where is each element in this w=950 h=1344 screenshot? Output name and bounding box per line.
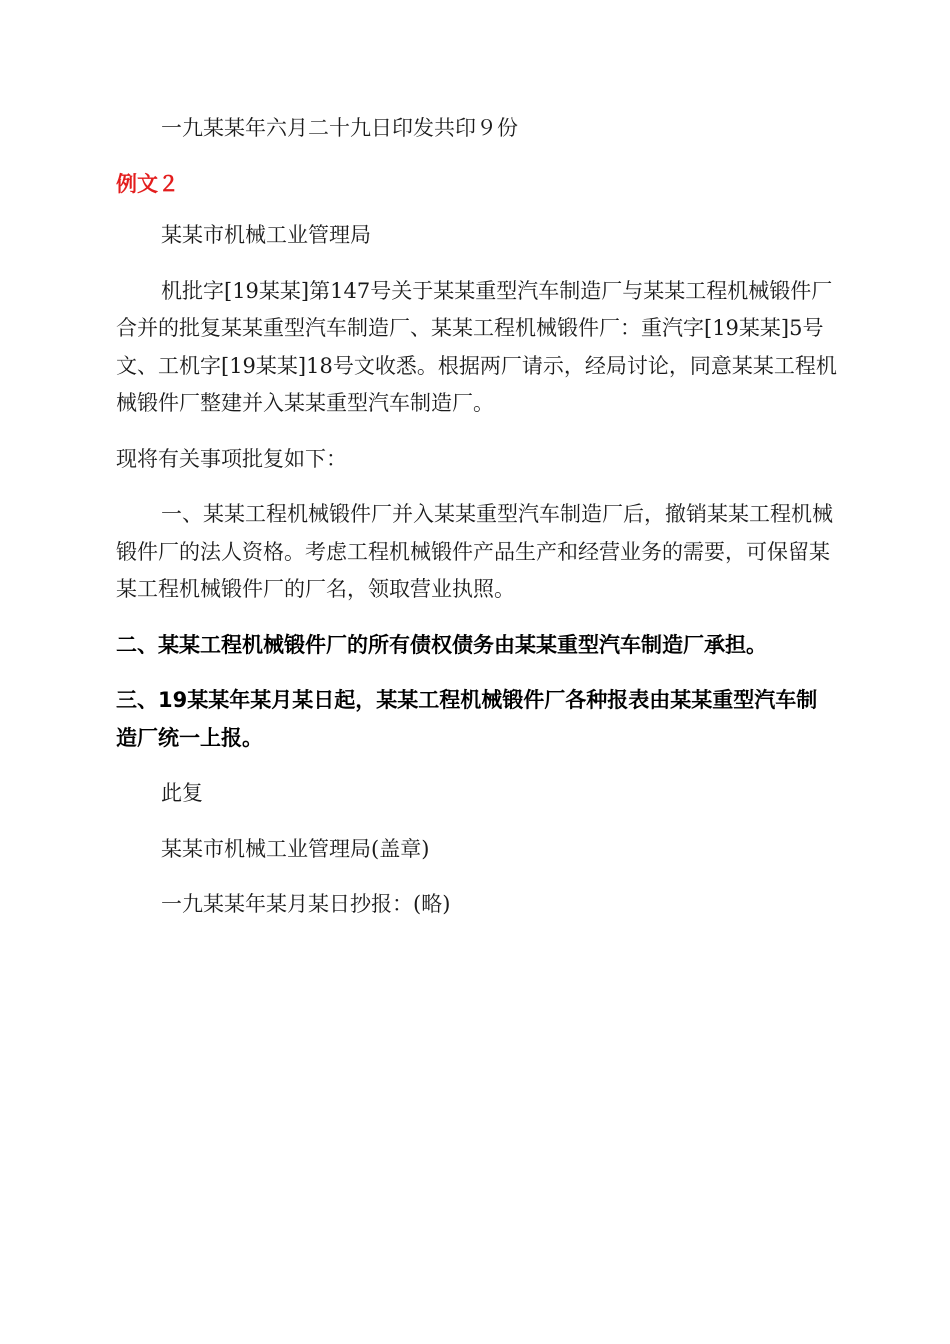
intro-line: 现将有关事项批复如下： (116, 446, 347, 471)
signature-line: 某某市机械工业管理局(盖章) (161, 836, 430, 861)
item-two: 二、某某工程机械锻件厂的所有债权债务由某某重型汽车制造厂承担。 (116, 632, 767, 657)
closing-line: 此复 (161, 781, 203, 805)
example-heading: 例文２ (116, 171, 179, 196)
item-three: 三、19某某年某月某日起，某某工程机械锻件厂各种报表由某某重型汽车制造厂统一上报。 (116, 688, 818, 750)
item-one: 一、某某工程机械锻件厂并入某某重型汽车制造厂后，撤销某某工程机械锻件厂的法人资格。考虑工程机械锻件产品生产和经营业务的需要，可保留某某工程机械锻件厂的厂名，领取营业执照。 (116, 502, 833, 601)
date-line: 一九某某年六月二十九日印发共印９份 (161, 116, 518, 140)
body-paragraph: 机批字[19某某]第147号关于某某重型汽车制造厂与某某工程机械锻件厂合并的批复某某重型汽车制造厂、某某工程机械锻件厂：重汽字[19某某]5号文、工机字[19某某]18号文收悉。根据两厂请示，经局讨论，同意某某工程机械锻件厂整建并入某某重型汽车制造厂。 (116, 278, 837, 415)
recipient-line: 某某市机械工业管理局 (161, 223, 371, 247)
final-line: 一九某某年某月某日抄报：(略) (161, 892, 451, 916)
document-body (116, 110, 838, 942)
